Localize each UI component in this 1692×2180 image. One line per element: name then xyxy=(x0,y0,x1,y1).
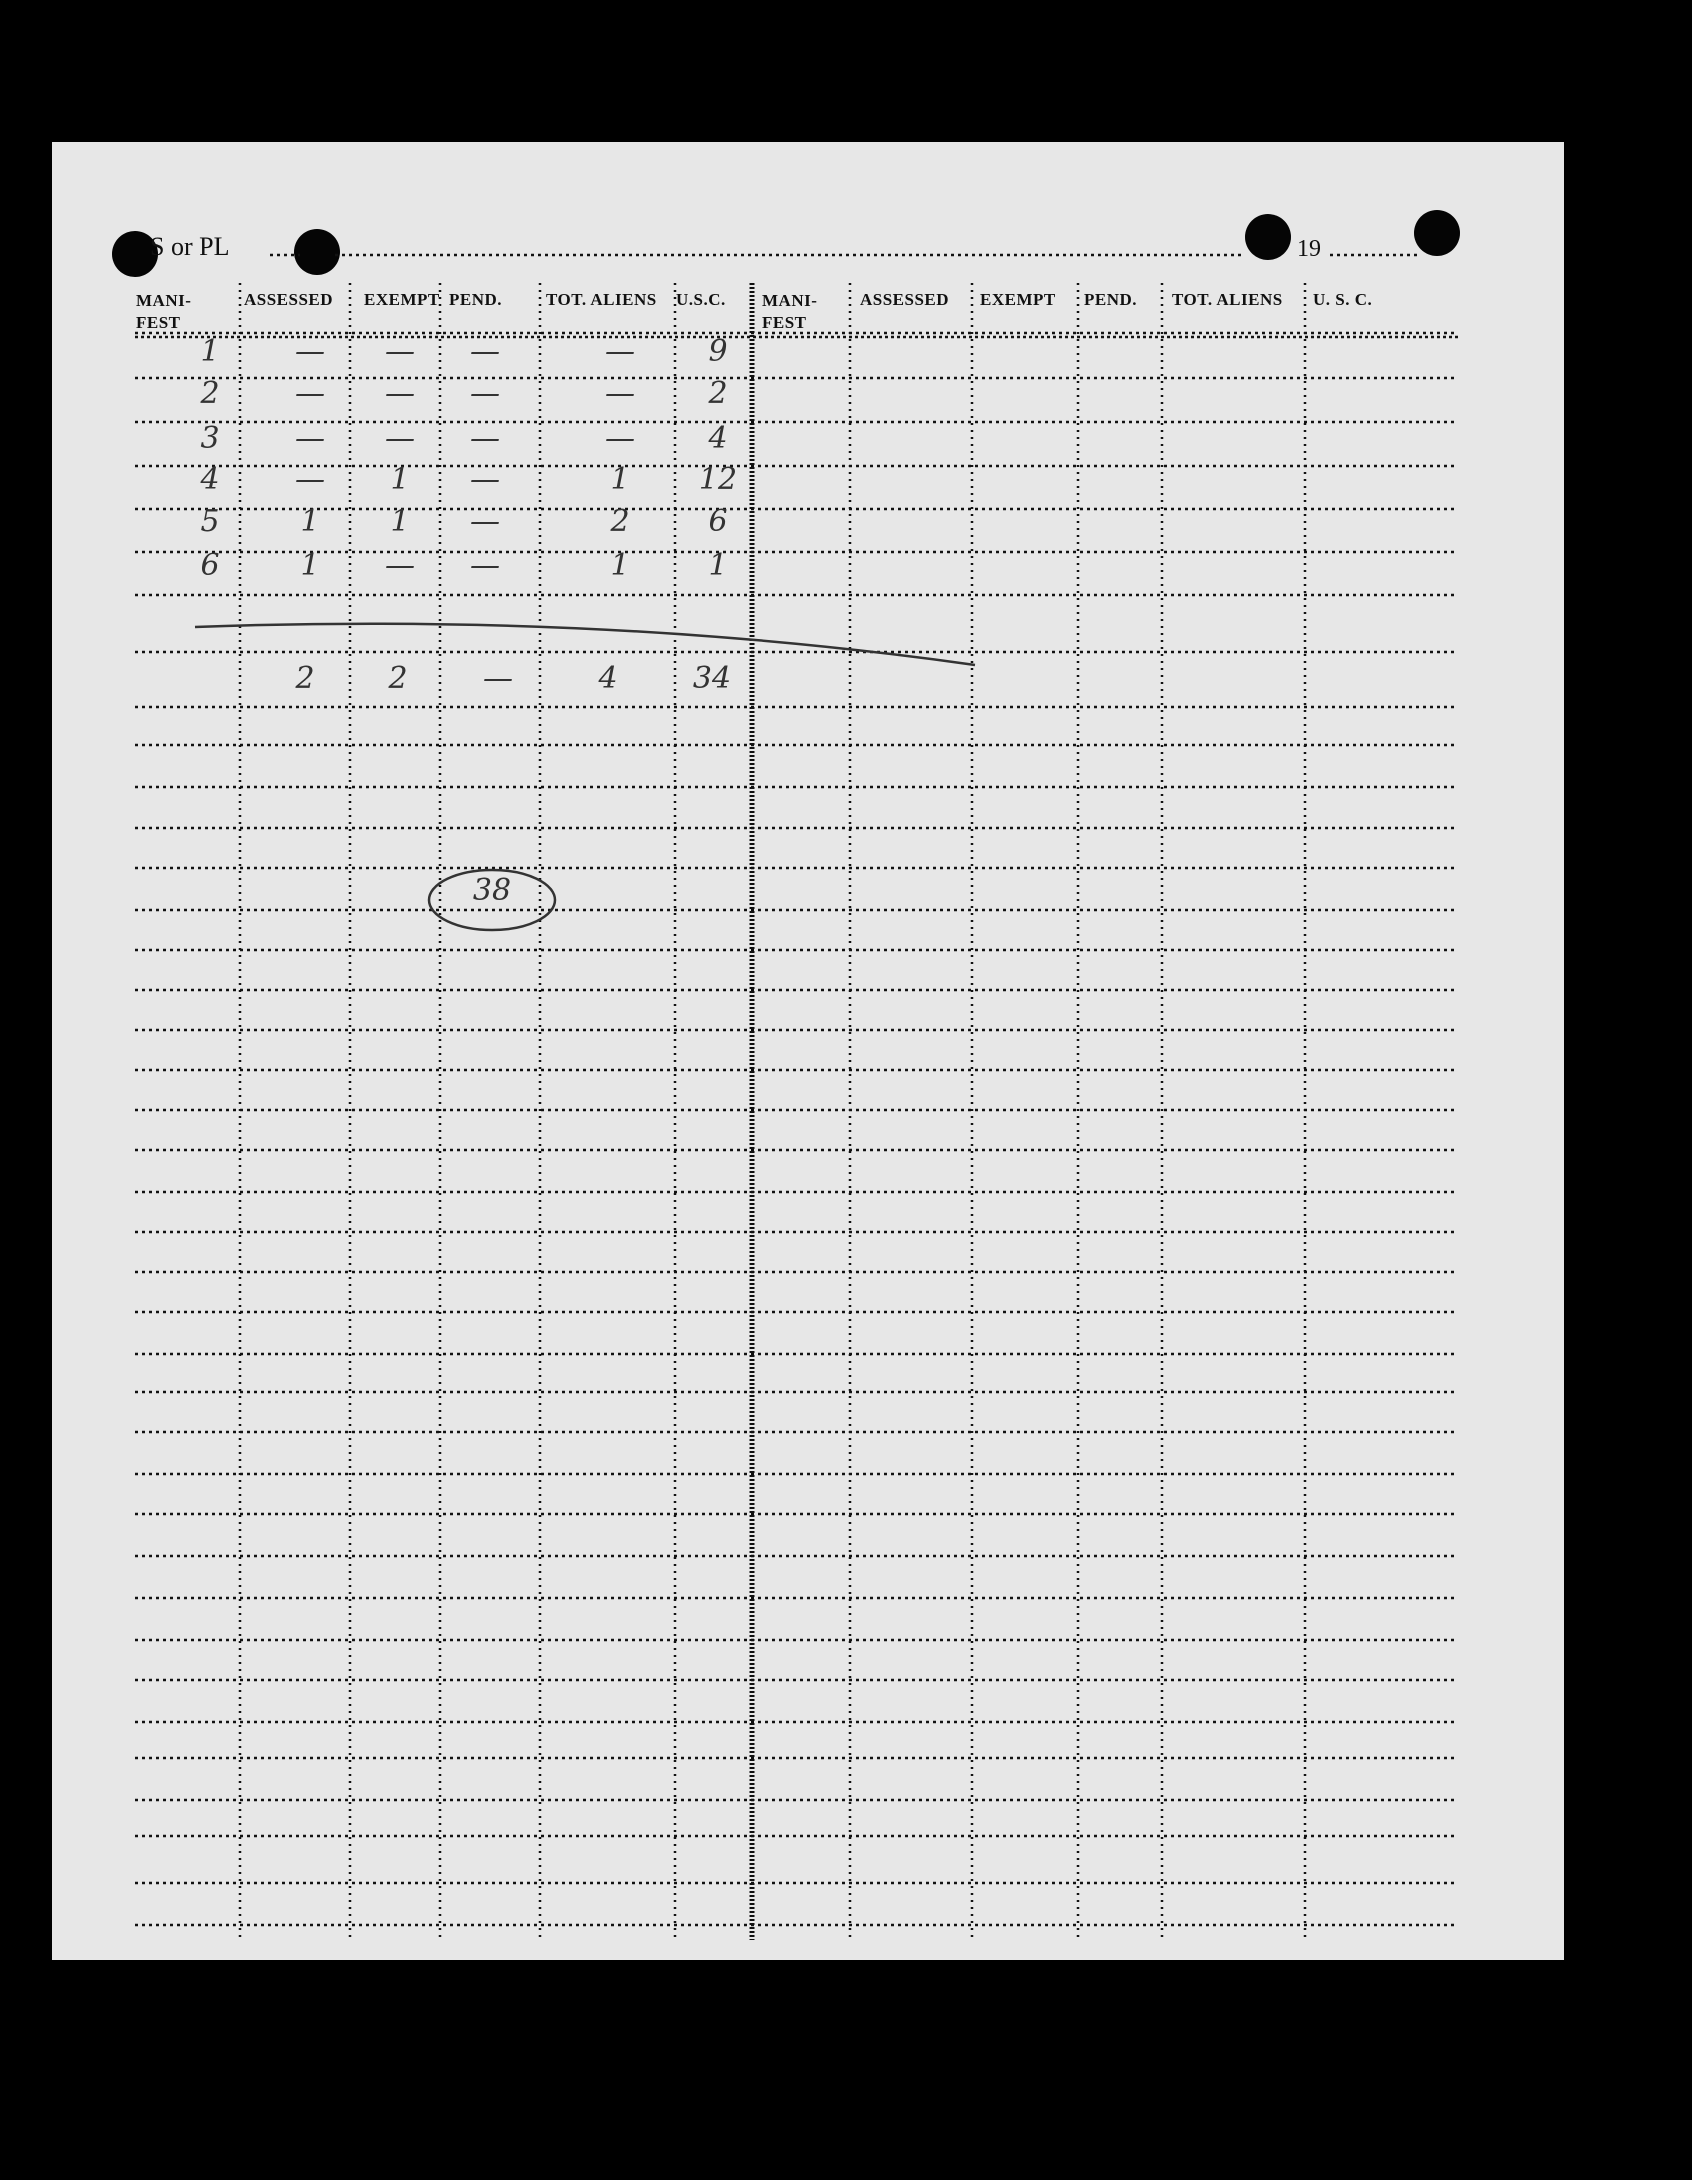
form-title: S or PL xyxy=(150,232,230,261)
entry-manifest: 2 xyxy=(200,376,220,411)
entry-tot-aliens: — xyxy=(605,334,635,369)
col-header-assessed-right: ASSESSED xyxy=(860,290,950,309)
entry-usc: 6 xyxy=(708,504,728,539)
entry-exempt: 1 xyxy=(390,504,410,539)
year-prefix: 19 xyxy=(1297,236,1321,262)
col-header-pend-right: PEND. xyxy=(1084,290,1138,309)
entry-exempt: — xyxy=(385,421,415,456)
entry-usc: 4 xyxy=(708,421,728,456)
grand-total: 38 xyxy=(472,873,512,908)
col-header-tot-aliens-right: TOT. ALIENS xyxy=(1172,290,1283,309)
total-tot-aliens: 4 xyxy=(598,661,618,696)
total-exempt: 2 xyxy=(388,661,408,696)
entry-assessed: — xyxy=(295,462,325,497)
entry-pend: — xyxy=(470,548,500,583)
entry-manifest: 4 xyxy=(200,462,220,497)
entry-usc: 1 xyxy=(708,548,728,583)
entry-usc: 2 xyxy=(708,376,728,411)
col-header-manifest: MANI- FEST xyxy=(136,291,192,332)
total-usc: 34 xyxy=(692,661,732,696)
entry-manifest: 5 xyxy=(200,504,220,539)
entry-assessed: — xyxy=(295,334,325,369)
entry-pend: — xyxy=(470,504,500,539)
entry-pend: — xyxy=(470,421,500,456)
entry-exempt: 1 xyxy=(390,462,410,497)
entry-tot-aliens: 2 xyxy=(610,504,630,539)
entry-manifest: 6 xyxy=(200,548,220,583)
col-header-exempt: EXEMPT xyxy=(364,290,440,309)
col-header-usc: U.S.C. xyxy=(676,290,726,309)
entry-usc: 12 xyxy=(698,462,738,497)
entry-tot-aliens: — xyxy=(605,421,635,456)
entry-exempt: — xyxy=(385,548,415,583)
col-header-pend: PEND. xyxy=(449,290,503,309)
entry-manifest: 3 xyxy=(200,421,220,456)
col-header-exempt-right: EXEMPT xyxy=(980,290,1056,309)
totals-rule xyxy=(195,624,975,665)
entry-tot-aliens: 1 xyxy=(610,462,630,497)
entry-assessed: 1 xyxy=(300,548,320,583)
entry-assessed: 1 xyxy=(300,504,320,539)
entry-pend: — xyxy=(470,376,500,411)
entry-exempt: — xyxy=(385,334,415,369)
entry-pend: — xyxy=(470,462,500,497)
entry-tot-aliens: — xyxy=(605,376,635,411)
col-header-tot-aliens: TOT. ALIENS xyxy=(546,290,657,309)
entry-usc: 9 xyxy=(708,334,728,369)
entry-manifest: 1 xyxy=(200,334,220,369)
total-pend: — xyxy=(483,661,513,696)
entry-assessed: — xyxy=(295,376,325,411)
entry-assessed: — xyxy=(295,421,325,456)
col-header-usc-right: U. S. C. xyxy=(1313,290,1373,309)
col-header-manifest-right: MANI- FEST xyxy=(762,291,818,332)
col-header-assessed: ASSESSED xyxy=(244,290,334,309)
total-assessed: 2 xyxy=(295,661,315,696)
entry-exempt: — xyxy=(385,376,415,411)
entry-tot-aliens: 1 xyxy=(610,548,630,583)
entry-pend: — xyxy=(470,334,500,369)
